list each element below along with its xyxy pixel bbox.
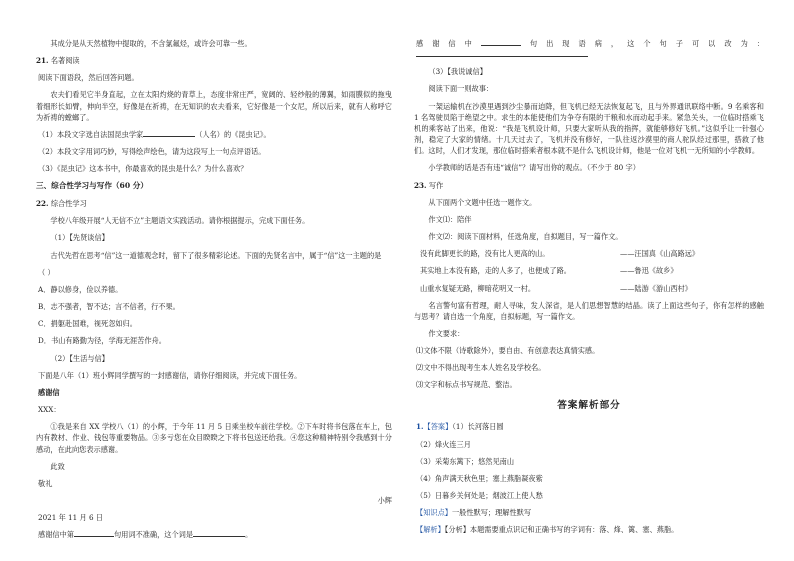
sub-question: [36, 529, 392, 540]
sub-question: （2）本段文字用词巧妙，写得绘声绘色，请为这段写上一句点评语话。: [38, 147, 266, 157]
quote-row: [414, 265, 764, 276]
quote-source: ——汪国真《山高路远》: [620, 249, 700, 259]
letter-signature: 小辉: [377, 495, 392, 505]
left-column: [36, 38, 392, 546]
requirement-item: ⑵文中不得出现考生本人姓名及学校名。: [416, 363, 546, 373]
question-21-header: [36, 55, 392, 66]
essay-option-2: 作文⑵：阅读下面材料，任选角度，自拟题目，写一篇作文。: [428, 232, 623, 242]
knowledge-tag: 【知识点】: [416, 508, 452, 518]
sub-heading: （3）【我说诚信】: [428, 67, 487, 77]
text-line: 其成分是从天然植物中提取的，不含氯氟烃，或许会可靠一些。: [50, 39, 252, 48]
answer-number: 1.: [416, 422, 424, 432]
question-title: 写作: [428, 180, 444, 190]
option-d: D．书山有路勤为径，学海无涯苦作舟。: [38, 336, 166, 346]
analysis-tag: 【解析】: [416, 525, 445, 535]
answer-blank[interactable]: [74, 529, 114, 537]
answer-item: （2）烽火连三月: [416, 439, 471, 449]
letter-title: 感谢信: [38, 387, 60, 397]
question-number: 21.: [36, 56, 49, 66]
option-b: B．志不强者，智不达；言不信者，行不果。: [38, 302, 180, 312]
answer-item: （4）角声满天秋色里；塞上燕脂凝夜紫: [416, 473, 543, 483]
reading-passage: 农夫们看见它半身直起，立在太阳灼烧的青草上，态度非常庄严，宽阔的、轻纱般的薄翼，如雨膜似的拖曳着细形长如臂，伸向半空，好像是在祈祷，在无知识的农夫看来，它好像是一个女尼，所以后来，就有人称呼它为祈祷的螳螂了。: [36, 90, 392, 122]
letter-date: 2021 年 11 月 6 日: [38, 513, 103, 523]
quote-text: 没有此脚更长的路，没有比人更高的山。: [420, 249, 550, 259]
letter-body: ①我是来自 XX 学校八（1）的小辉，于今年 11 月 5 日乘坐校车前往学校。②下车时将书包落在车上，包内有教材、作业、钱包等重要物品。③多亏您在众目睽睽之下将书包送还给我。④您这种精神特别令我感到十分感动，在此向您表示感谢。: [36, 422, 392, 454]
answer-item: （1）长河落日圆: [452, 422, 504, 432]
option-a: A．静以修身，俭以养德。: [38, 284, 123, 294]
right-column: [414, 38, 764, 542]
letter-salutation: XXX：: [38, 405, 61, 415]
quote-text: 其实地上本没有路，走的人多了，也便成了路。: [420, 266, 571, 276]
quote-row: [414, 283, 764, 294]
story-passage: 一架运输机在沙漠里遇到沙尘暴而迫降，但飞机已经无法恢复起飞，且与外界通讯联络中断。9 名乘客和 1 名驾驶员陷于绝望之中。求生的本能使他们为争夺有限的干粮和水而动起手来。紧急关头，一位临时搭乘飞机的乘客站了出来，他说：“我是飞机设计师，只要大家听从我的指挥，就能够修好飞机。”这似乎让一针强心剂，稳定了大家的情绪。十几天过去了，飞机并没有修好，一队往返沙漠里的商人驼队经过那里，搭救了他们。这时，人们才发现，那位临时搭乘者根本就不是什么飞机设计师，他是一位对飞机一无所知的小学教师。: [414, 101, 764, 156]
question-number: 22.: [36, 199, 49, 209]
answer-item: （5）日暮乡关何处是；烟波江上使人愁: [416, 491, 543, 501]
question-intro: 从下面两个文题中任选一题作文。: [428, 197, 537, 207]
letter-closing: 此致: [50, 461, 65, 471]
requirement-item: ⑴文体不限（诗歌除外），要自由、有创意表达真情实感。: [416, 346, 600, 356]
sub-question-text: （1）本段文字选自法国昆虫学家: [38, 129, 144, 139]
sub-question: （3）《昆虫记》这本书中，你最喜欢的昆虫是什么？为什么喜欢？: [38, 164, 248, 174]
essay-option-1: 作文⑴：陪伴: [428, 214, 472, 224]
requirement-item: ⑶文字和标点书写规范、整洁。: [416, 380, 517, 390]
sub-question: [414, 38, 764, 60]
question-intro: 阅读下面一则故事：: [428, 84, 494, 94]
question-number: 23.: [414, 180, 427, 190]
question-title: 名著阅读: [50, 56, 80, 66]
sub-question: [36, 129, 392, 140]
question-intro: 下面是八年（1）班小辉同学撰写的一封感谢信，请你仔细阅读，并完成下面任务。: [38, 370, 302, 380]
section-heading: 三、综合性学习与写作（60 分）: [36, 181, 148, 191]
question-intro: 学校八年级开展“人无信不立”主题语文实践活动。请你根据提示，完成下面任务。: [50, 216, 310, 226]
sub-question-text: 。: [245, 530, 253, 540]
answer-blank[interactable]: [143, 129, 195, 137]
question-intro: 阅读下面语段，然后回答问题。: [38, 73, 139, 83]
answer-blank[interactable]: [193, 529, 245, 537]
analysis: [414, 524, 764, 535]
sub-question-text: 句出现语病，这个句子可以改为：: [520, 39, 764, 48]
knowledge-text: 一般性默写；理解性默写: [451, 508, 532, 518]
answer-header: [414, 421, 764, 432]
answer-section-title: 答案解析部分: [557, 399, 621, 411]
answer-blank[interactable]: [481, 38, 521, 46]
sub-question-text: 感谢信中: [416, 39, 481, 48]
requirements-title: 作文要求：: [428, 328, 465, 338]
question-22-header: [36, 198, 392, 209]
question-title: 综合性学习: [50, 199, 87, 209]
question-stem: 古代先哲在思考“信”这一道德观念时，留下了很多精彩论述。下面的先贤名言中，属于“信”这一主题的是: [50, 250, 382, 260]
quote-source: ——陆游《游山西村》: [620, 283, 692, 293]
question-23-header: [414, 180, 764, 191]
sub-question-text: 句用词不准确，这个词是: [113, 530, 194, 540]
essay-material: 名言警句富有哲理，耐人寻味，发人深省，是人们思想智慧的结晶。读了上面这些句子，你有怎样的感触与思考？请自选一个角度，自拟标题，写一篇作文。: [414, 300, 764, 321]
answer-tag: 【答案】: [423, 422, 453, 432]
answer-item: （3）采菊东篱下；悠然见南山: [416, 456, 515, 466]
answer-paren: （ ）: [38, 267, 55, 277]
letter-closing: 敬礼: [38, 478, 53, 488]
quote-row: [414, 248, 764, 259]
sub-heading: （1）【先贤谈信】: [50, 233, 109, 243]
sub-question-text: （人名）的《昆虫记》。: [195, 129, 271, 139]
sub-question-text: 感谢信中第: [38, 530, 74, 540]
sub-heading: （2）【生活与信】: [50, 353, 109, 363]
quote-text: 山重水复疑无路，柳暗花明又一村。: [420, 283, 536, 293]
analysis-text: 【分析】本题需要重点识记和正确书写的字词有：落、烽、篱、塞、燕脂。: [444, 525, 679, 535]
answer-blank[interactable]: [416, 49, 588, 57]
quote-source: ——鲁迅《故乡》: [620, 266, 678, 276]
knowledge-point: [414, 507, 764, 518]
option-c: C．捐躯赴国难，视死忽如归。: [38, 319, 137, 329]
question-stem: 小学教师的话是否有违“诚信”？请写出你的观点。（不少于 80 字）: [428, 163, 640, 173]
